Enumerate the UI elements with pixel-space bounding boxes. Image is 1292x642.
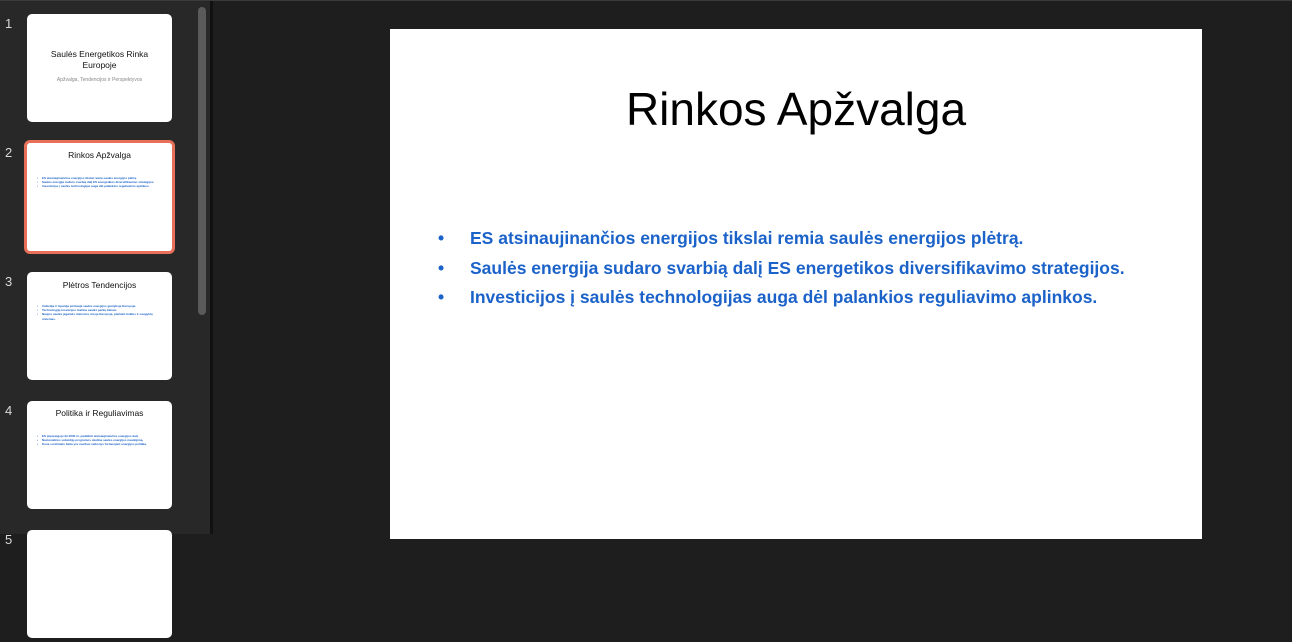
- slide-canvas: [213, 1, 1292, 534]
- thumb-bullet: • Nacionalinės subsidijų programos skatina saulės energijos naudojimą.: [37, 438, 164, 442]
- slide-preview[interactable]: [27, 530, 172, 638]
- slide-bullet[interactable]: • Investicijos į saulės technologijas auga dėl palankios reguliavimo aplinkos.: [438, 283, 1125, 313]
- slide-thumbnail-4[interactable]: [0, 401, 195, 513]
- slide-number: 3: [5, 274, 13, 289]
- sidebar-scrollbar[interactable]: [198, 7, 206, 315]
- thumb-title: Politika ir Reguliavimas: [55, 408, 144, 418]
- slide-thumbnail-1[interactable]: [0, 14, 195, 126]
- thumb-bullet: • Investicijos į saulės technologijas auga dėl palankios reguliavimo aplinkos.: [37, 184, 164, 188]
- thumb-bullet: • Kova su klimato kaita yra svarbus veiksnys formuojant energijos politiką.: [37, 442, 164, 446]
- thumb-bullet-list: [37, 176, 164, 189]
- thumb-title: Saulės Energetikos Rinka Europoje: [50, 49, 149, 70]
- thumb-bullet: • Technologijų inovacijos mažina saulės parkų kainas.: [37, 308, 164, 312]
- slide-number: 5: [5, 532, 13, 547]
- slide-thumbnail-5[interactable]: [0, 530, 195, 642]
- current-slide[interactable]: [390, 29, 1202, 539]
- slide-number: 4: [5, 403, 13, 418]
- slide-navigator[interactable]: [0, 1, 210, 547]
- thumb-bullet: • Naujos saulės jėgainės statomos visoje Europoje, plečiant tinklus ir saugyklų sistemas.: [37, 312, 164, 320]
- thumb-bullet-list: [37, 304, 164, 321]
- slide-preview[interactable]: [27, 14, 172, 122]
- thumb-title: Rinkos Apžvalga: [68, 150, 131, 160]
- thumb-title: Plėtros Tendencijos: [62, 280, 137, 290]
- slide-bullet[interactable]: • Saulės energija sudaro svarbią dalį ES energetikos diversifikavimo strategijos.: [438, 254, 1125, 284]
- slide-bullet-list[interactable]: [438, 224, 1125, 313]
- slide-preview[interactable]: [27, 401, 172, 509]
- slide-preview[interactable]: [27, 272, 172, 380]
- slide-number: 2: [5, 145, 13, 160]
- slide-number: 1: [5, 16, 13, 31]
- thumb-subtitle: Apžvalga, Tendencijos ir Perspektyvos: [56, 77, 143, 83]
- slide-thumbnail-3[interactable]: [0, 272, 195, 384]
- thumb-bullet: • ES atsinaujinančios energijos tikslai remia saulės energijos plėtrą.: [37, 176, 164, 180]
- thumb-bullet: • Vokietija ir Ispanija pirmauja saulės energijos gamyboje Europoje.: [37, 304, 164, 308]
- thumb-bullet: • Saulės energija sudaro svarbią dalį ES energetikos diversifikavimo strategijos.: [37, 180, 164, 184]
- slide-thumbnail-2[interactable]: [0, 143, 195, 255]
- slide-title[interactable]: Rinkos Apžvalga: [625, 83, 967, 135]
- slide-preview-selected[interactable]: [24, 140, 175, 254]
- thumb-bullet-list: [37, 434, 164, 447]
- thumb-bullet: • ES įsipareigojo iki 2030 m. padidinti atsinaujinančios energijos dalį.: [37, 434, 164, 438]
- slide-bullet[interactable]: • ES atsinaujinančios energijos tikslai remia saulės energijos plėtrą.: [438, 224, 1125, 254]
